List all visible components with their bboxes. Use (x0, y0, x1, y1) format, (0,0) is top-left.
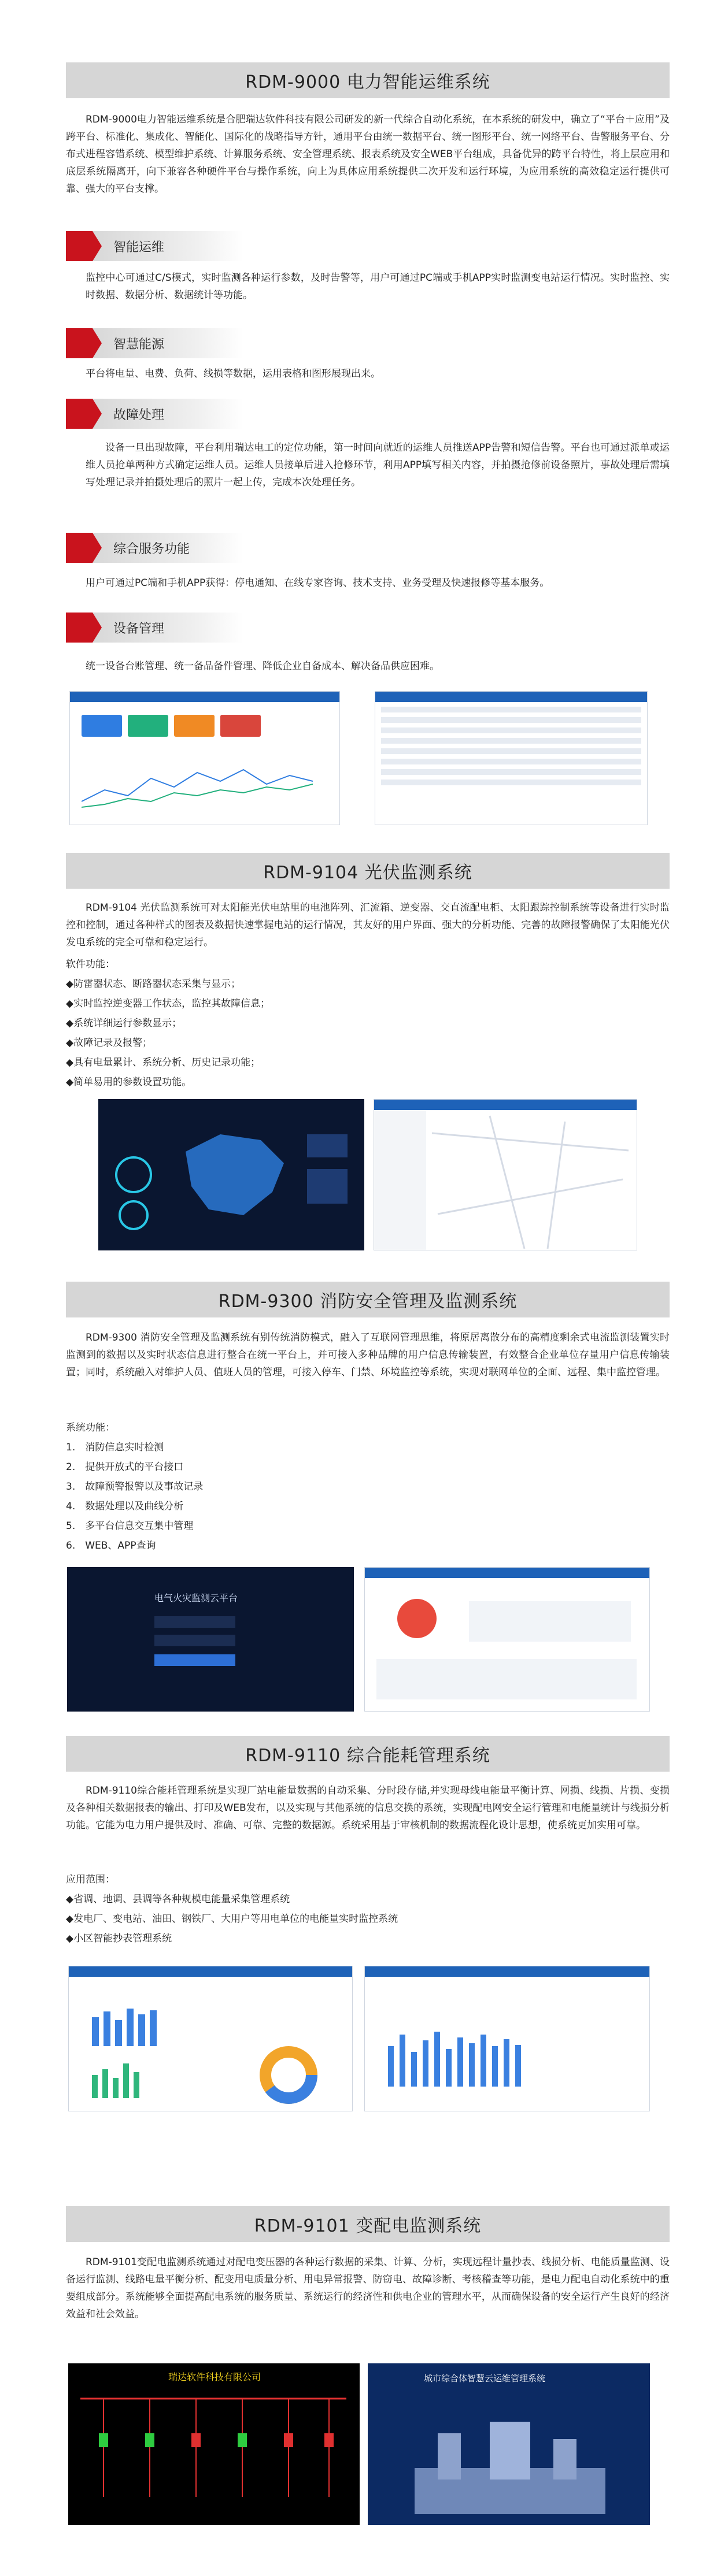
tag-label: 智慧能源 (93, 328, 243, 358)
screenshot-fire-dashboard (364, 1567, 650, 1712)
list-title: 软件功能： (66, 959, 115, 970)
screenshot-pv-map (98, 1099, 364, 1250)
list-item: 2. 提供开放式的平台接口 (66, 1461, 184, 1473)
intro-9104: RDM-9104 光伏监测系统可对太阳能光伏电站里的电池阵列、汇流箱、逆变器、交直流配电柜、太阳跟踪控制系统等设备进行实时监控和控制，通过各种样式的图表及数据快速掌握电站的运行情况，其友好的用户界面、强大的分析功能、完善的故障报警确保了太阳能光伏发电系统的完全可靠和稳定运行。 (66, 902, 670, 948)
energy-trend-graphic (365, 1977, 650, 2111)
scada-title: 瑞达软件科技有限公司 (168, 2371, 261, 2382)
list-item: 3. 故障预警报警以及事故记录 (66, 1481, 204, 1493)
tag-marker (66, 328, 93, 358)
list-item: ◆简单易用的参数设置功能。 (66, 1077, 192, 1088)
tag-label: 智能运维 (93, 231, 243, 261)
list-item: ◆实时监控逆变器工作状态，监控其故障信息； (66, 998, 271, 1009)
list-item: ◆具有电量累计、系统分析、历史记录功能； (66, 1057, 261, 1068)
list-item: 4. 数据处理以及曲线分析 (66, 1501, 184, 1512)
screen-header (69, 1966, 352, 1977)
screen-header (375, 692, 647, 702)
intro-9000: RDM-9000电力智能运维系统是合肥瑞达软件科技有限公司研发的新一代综合自动化系统，在本系统的研发中，确立了“平台＋应用”及跨平台、标准化、集成化、智能化、国际化的战略指导方针，通用平台由统一数据平台、统一图形平台、统一网络平台、告警服务平台、分布式进程容错系统、模型维护系统、计算服务系统、安全管理系统、报表系统及安全WEB平台组成，具备优异的跨平台特性，将上层应用和底层系统隔离开，向下兼容各种硬件平台与操作系统，向上为具体应用系统提供二次开发和运行环境，为应用系统的高效稳定运行提供可靠、强大的平台支撑。 (66, 114, 670, 195)
tag-label: 综合服务功能 (93, 533, 243, 563)
scada-graphic (69, 2364, 360, 2525)
screenshot-pv-gis (374, 1099, 637, 1250)
list-item: ◆故障记录及报警； (66, 1037, 153, 1049)
kpi-card (128, 715, 168, 737)
tag-marker (66, 399, 93, 429)
section-title-9000: RDM-9000 电力智能运维系统 (66, 62, 670, 98)
pv-map-graphic (99, 1100, 364, 1250)
tag-marker (66, 613, 93, 643)
screenshot-city-complex (368, 2363, 650, 2525)
tag-marker (66, 533, 93, 563)
energy-charts-graphic (69, 1977, 353, 2111)
fire-screen-title: 电气火灾监测云平台 (154, 1593, 238, 1603)
screenshot-dashboard (69, 691, 340, 825)
list-item: ◆小区智能抄表管理系统 (66, 1933, 172, 1944)
table-row (381, 738, 641, 744)
screen-header (365, 1966, 649, 1977)
table-row (381, 727, 641, 733)
list-item: ◆系统详细运行参数显示； (66, 1018, 182, 1029)
tag-text-fault: 设备一旦出现故障，平台利用瑞达电工的定位功能，第一时间向就近的运维人员推送APP告警和短信告警。平台也可通过派单或运维人员抢单两种方式确定运维人员。运维人员接单后进入抢修环节，利用APP填写相关内容，并拍摄抢修前设备照片，事故处理后需填写处理记录并拍摄处理后的照片一起上传，完成本次处理任务。 (86, 442, 670, 488)
tag-text-equipment: 统一设备台账管理、统一备品备件管理、降低企业自备成本、解决备品供应困难。 (86, 660, 439, 672)
tag-smart-ops (66, 231, 243, 261)
list-item: 5. 多平台信息交互集中管理 (66, 1520, 194, 1532)
section-title-9110: RDM-9110 综合能耗管理系统 (66, 1736, 670, 1772)
screenshot-device-table (375, 691, 648, 825)
tag-text-smart-ops: 监控中心可通过C/S模式，实时监测各种运行参数，及时告警等，用户可通过PC端或手机APP实时监测变电站运行情况。实时监控、实时数据、数据分析、数据统计等功能。 (86, 272, 670, 301)
list-9104 (66, 955, 670, 1092)
tag-label: 设备管理 (93, 613, 243, 643)
tag-text-smart-energy: 平台将电量、电费、负荷、线损等数据，运用表格和图形展现出来。 (86, 368, 380, 380)
list-title: 应用范围： (66, 1874, 115, 1885)
screen-header (365, 1568, 649, 1578)
intro-9101: RDM-9101变配电监测系统通过对配电变压器的各种运行数据的采集、计算、分析，实现远程计量抄表、线损分析、电能质量监测、设备运行监测、线路电量平衡分析、配变用电质量分析、用电异常报警、防窃电、故障诊断、考核稽查等功能，是电力配电自动化系统中的重要组成部分。系统能够全面提高配电系统的服务质量、系统运行的经济性和供电企业的管理水平，从而确保设备的安全运行产生良好的经济效益和社会效益。 (66, 2256, 670, 2320)
kpi-card (220, 715, 261, 737)
list-title: 系统功能： (66, 1422, 115, 1434)
login-field (154, 1635, 235, 1646)
tag-marker (66, 231, 93, 261)
dashboard-chart (82, 755, 324, 813)
tag-service (66, 533, 243, 563)
section-title-9101: RDM-9101 变配电监测系统 (66, 2206, 670, 2242)
list-item: ◆发电厂、变电站、油田、钢铁厂、大用户等用电单位的电能量实时监控系统 (66, 1913, 398, 1925)
table-row (381, 769, 641, 775)
login-field (154, 1616, 235, 1628)
city-title: 城市综合体智慧云运维管理系统 (424, 2373, 546, 2384)
tag-text-service: 用户可通过PC端和手机APP获得：停电通知、在线专家咨询、技术支持、业务受理及快速报修等基本服务。 (86, 577, 550, 589)
screen-header (70, 692, 339, 702)
screenshot-scada (68, 2363, 360, 2525)
tag-smart-energy (66, 328, 243, 358)
fire-dashboard-graphic (365, 1578, 650, 1712)
list-item: ◆防雷器状态、断路器状态采集与显示； (66, 978, 241, 990)
table-row (381, 748, 641, 754)
section-title-9104: RDM-9104 光伏监测系统 (66, 853, 670, 889)
section-title-9300: RDM-9300 消防安全管理及监测系统 (66, 1282, 670, 1317)
tag-label: 故障处理 (93, 399, 243, 429)
screenshot-energy-trend (364, 1966, 650, 2111)
table-row (381, 717, 641, 723)
list-item: ◆省调、地调、县调等各种规模电能量采集管理系统 (66, 1894, 290, 1905)
list-item: 6. WEB、APP查询 (66, 1540, 156, 1551)
screen-header (374, 1100, 637, 1110)
list-9300 (66, 1418, 670, 1556)
intro-9110: RDM-9110综合能耗管理系统是实现厂站电能量数据的自动采集、分时段存储,并实现母线电能量平衡计算、网损、线损、片损、变损及各种相关数据报表的输出、打印及WEB发布，以及实现与其他系统的信息交换的系统，实现配电网安全运行管理和电能量统计与线损分析功能。它能为电力用户提供及时、准确、可靠、完整的数据源。系统采用基于审核机制的数据流程化设计思想，使系统更加实用可靠。 (66, 1785, 670, 1831)
kpi-card (174, 715, 215, 737)
pv-gis-graphic (374, 1110, 637, 1250)
screenshot-energy-charts (68, 1966, 353, 2111)
list-item: 1. 消防信息实时检测 (66, 1442, 164, 1453)
table-row (381, 780, 641, 785)
list-9110 (66, 1870, 670, 1948)
city-graphic (368, 2364, 650, 2525)
tag-fault (66, 399, 243, 429)
table-row (381, 707, 641, 712)
intro-9300: RDM-9300 消防安全管理及监测系统有别传统消防模式，融入了互联网管理思维，将原居离散分布的高精度剩余式电流监测装置实时监测到的数据以及实时状态信息进行整合在统一平台上，并可接入多种品牌的用户信息传输装置，有效整合企业单位存量用户信息传输装置；同时，系统融入对维护人员、值班人员的管理，可接入停车、门禁、环境监控等系统，实现对联网单位的全面、远程、集中监控管理。 (66, 1332, 670, 1378)
table-row (381, 759, 641, 764)
login-button (154, 1654, 235, 1666)
tag-equipment (66, 613, 243, 643)
kpi-card (82, 715, 122, 737)
screenshot-fire-login (67, 1567, 354, 1712)
